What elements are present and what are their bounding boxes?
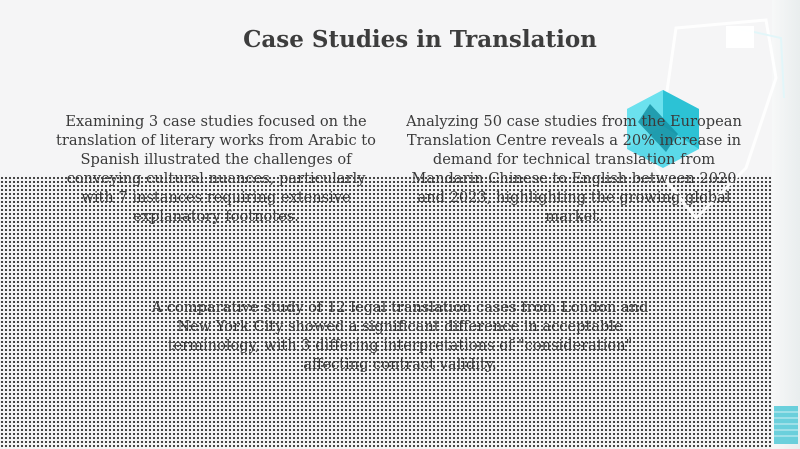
case-study-european-centre: Analyzing 50 case studies from the European Translation Centre reveals a 20% increase in demand for technical translation from Mandarin Chinese to English between 2020 and 2023, highlighting the growing global market. bbox=[406, 113, 742, 225]
case-study-legal-translation: A comparative study of 12 legal translation cases from London and New York City showed a significant difference in acceptable terminology, with 3 differing interpretations of "consideration" affecting contract validity. bbox=[151, 299, 649, 373]
slide-title: Case Studies in Translation bbox=[243, 26, 597, 53]
corner-pattern-icon bbox=[772, 404, 798, 444]
case-study-arabic-spanish: Examining 3 case studies focused on the translation of literary works from Arabic to Spanish illustrated the challenges of conveying cultural nuances, particularly with 7 instances requiring extensive explanatory footnotes. bbox=[56, 113, 376, 225]
